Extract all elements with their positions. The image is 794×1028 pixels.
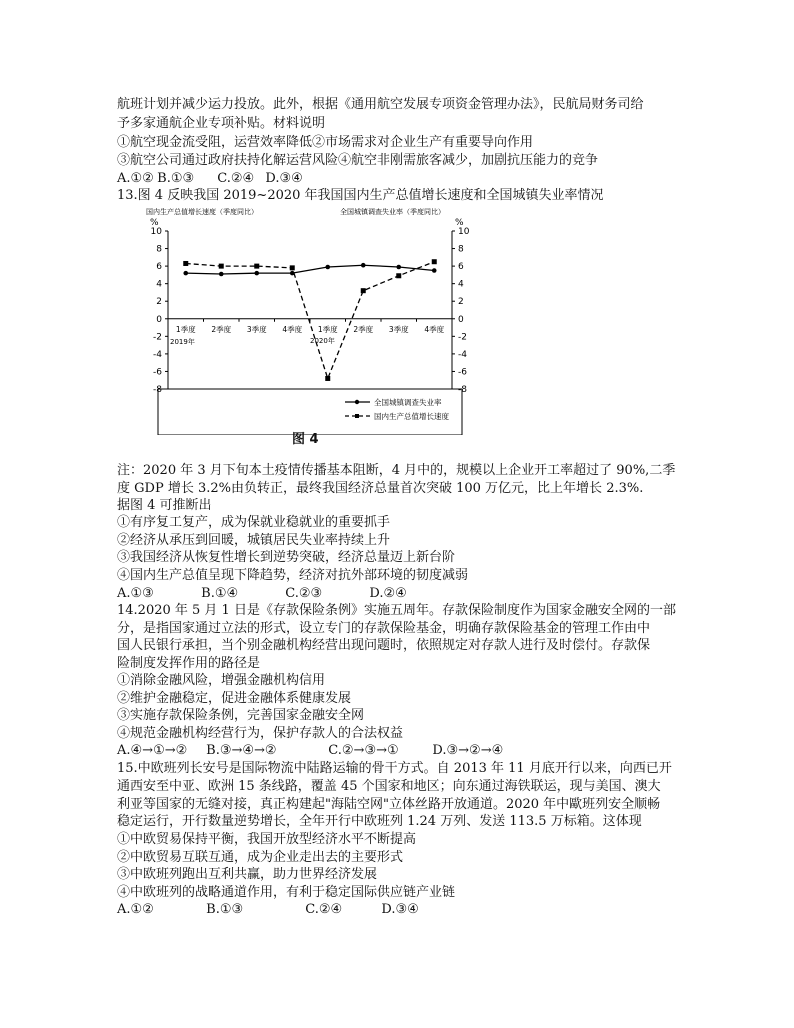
q13-options xyxy=(117,585,407,602)
q12-option-a[interactable]: A.①② xyxy=(117,171,154,186)
legend-marker-gdp xyxy=(355,414,359,418)
year-2019-label: 2019年 xyxy=(170,338,195,346)
x-tick-label: 2季度 xyxy=(353,324,374,334)
q12-line1: 航班计划并减少运力投放。此外，根据《通用航空发展专项资金管理办法》，民航局财务司给 xyxy=(117,97,644,112)
q12-option-d[interactable]: D.③④ xyxy=(265,171,303,186)
x-tick-label: 1季度 xyxy=(175,324,196,334)
legend-marker-unemployment xyxy=(355,400,359,404)
q12-option-c[interactable]: C.②④ xyxy=(217,171,255,186)
q14-option-a[interactable]: A.④→①→② xyxy=(117,743,188,758)
q15-option-c[interactable]: C.②④ xyxy=(305,902,343,917)
q15-options xyxy=(117,901,419,918)
q12-line2: 予多家通航企业专项补贴。材料说明 xyxy=(117,116,326,131)
q12-options xyxy=(117,170,303,187)
q15-line4: 稳定运行，开行数量逆势增长，全年开行中欧班列 1.24 万列、发送 113.5 万标箱。这体现 xyxy=(117,814,642,829)
left-tick-label: -4 xyxy=(153,349,162,360)
x-tick-label: 3季度 xyxy=(246,324,267,334)
unemployment-point xyxy=(361,263,366,268)
gdp-point xyxy=(361,288,366,293)
figure-caption: 图 4 xyxy=(292,432,319,447)
chart-x-labels xyxy=(176,319,452,334)
right-tick-label: 8 xyxy=(458,244,464,255)
q14-option-c[interactable]: C.②→③→① xyxy=(328,743,399,758)
q13-option-c[interactable]: C.②③ xyxy=(285,586,323,601)
q13-statement-1: ①有序复工复产，成为保就业稳就业的重要抓手 xyxy=(117,515,391,530)
legend-label-gdp: 国内生产总值增长速度 xyxy=(374,412,449,421)
q14-statement-1: ①消除金融风险，增强金融机构信用 xyxy=(117,673,326,688)
left-tick-label: 0 xyxy=(156,314,162,325)
q14-statement-4: ④规范金融机构经营行为，保护存款人的合法权益 xyxy=(117,726,404,741)
q13-statement-2: ②经济从承压到回暖，城镇居民失业率持续上升 xyxy=(117,533,391,548)
q13-option-d[interactable]: D.②④ xyxy=(369,586,407,601)
q13-statement-4: ④国内生产总值呈现下降趋势，经济对抗外部环境的韧度减弱 xyxy=(117,568,469,583)
q13-statement-3: ③我国经济从恢复性增长到逆势突破，经济总量迈上新台阶 xyxy=(117,550,456,565)
unemployment-point xyxy=(183,271,188,276)
right-tick-label: -6 xyxy=(458,367,467,378)
left-tick-label: 2 xyxy=(156,297,162,308)
q14-line2: 分，是指国家通过立法的形式，设立专门的存款保险基金，明确存款保险基金的管理工作由中 xyxy=(117,621,651,636)
unemployment-point xyxy=(325,265,330,270)
left-tick-label: -6 xyxy=(153,367,162,378)
left-unit: % xyxy=(150,218,159,228)
q15-line1: 15.中欧班列长安号是国际物流中陆路运输的骨干方式。自 2013 年 11 月底开行以来，向西已开 xyxy=(117,761,672,776)
q13-ask: 据图 4 可推断出 xyxy=(117,498,212,513)
q14-option-d[interactable]: D.③→②→④ xyxy=(432,743,504,758)
right-axis-title: 全国城镇调查失业率（季度同比） xyxy=(340,208,445,216)
q12-statement-2: ③航空公司通过政府扶持化解运营风险④航空非刚需旅客减少，加剧抗压能力的竞争 xyxy=(117,153,599,168)
left-tick-label: 10 xyxy=(150,227,162,237)
q13-option-b[interactable]: B.①④ xyxy=(201,586,239,601)
x-tick-label: 3季度 xyxy=(388,324,409,334)
x-tick-label: 2季度 xyxy=(211,324,232,334)
q14-options xyxy=(117,742,503,759)
q15-line2: 通西安至中亚、欧洲 15 条线路，覆盖 45 个国家和地区；向东通过海铁联运，现与美国、澳大 xyxy=(117,779,661,794)
left-tick-label: 6 xyxy=(156,262,162,273)
q13-stem: 13.图 4 反映我国 2019~2020 年我国国内生产总值增长速度和全国城镇失业率情况 xyxy=(117,188,604,203)
x-tick-label: 4季度 xyxy=(424,324,445,334)
left-tick-label: -2 xyxy=(153,332,162,343)
unemployment-point xyxy=(254,271,259,276)
q14-line1: 14.2020 年 5 月 1 日是《存款保险条例》实施五周年。存款保险制度作为国家金融安全网的一部 xyxy=(117,603,676,618)
q15-option-b[interactable]: B.①③ xyxy=(206,902,244,917)
left-tick-label: 4 xyxy=(156,279,162,290)
gdp-point xyxy=(325,376,330,381)
gdp-point xyxy=(219,264,224,269)
right-tick-label: -2 xyxy=(458,332,467,343)
unemployment-point xyxy=(432,268,437,273)
unemployment-point xyxy=(219,272,224,277)
q15-statement-1: ①中欧贸易保持平衡，我国开放型经济水平不断提高 xyxy=(117,832,417,847)
gdp-point xyxy=(396,273,401,278)
q14-statement-3: ③实施存款保险条例，完善国家金融安全网 xyxy=(117,708,365,723)
q13-note-2: 度 GDP 增长 3.2%由负转正，最终我国经济总量首次突破 100 万亿元，比上年增长 2.3%. xyxy=(117,481,644,496)
figure-4-chart xyxy=(140,203,480,435)
q14-line3: 国人民银行承担，当个别金融机构经营出现问题时，依照规定对存款人进行及时偿付。存款保 xyxy=(117,638,651,653)
gdp-point xyxy=(254,264,259,269)
right-tick-label: -4 xyxy=(458,349,467,360)
right-tick-label: 10 xyxy=(458,227,470,237)
right-tick-label: 6 xyxy=(458,262,464,273)
right-tick-label: 2 xyxy=(458,297,464,308)
right-tick-label: 4 xyxy=(458,279,464,290)
gdp-point xyxy=(432,259,437,264)
legend-label-unemployment: 全国城镇调查失业率 xyxy=(374,398,442,407)
q12-option-b[interactable]: B.①③ xyxy=(157,171,195,186)
chart-legend xyxy=(345,397,449,421)
gdp-point xyxy=(290,265,295,270)
right-tick-label: -8 xyxy=(458,385,467,395)
q15-statement-3: ③中欧班列跑出互利共赢，助力世界经济发展 xyxy=(117,867,378,882)
q12-statement-1: ①航空现金流受阻，运营效率降低②市场需求对企业生产有重要导向作用 xyxy=(117,135,534,150)
q14-option-b[interactable]: B.③→④→② xyxy=(206,743,277,758)
q15-option-d[interactable]: D.③④ xyxy=(381,902,419,917)
q15-line3: 利亚等国家的无缝对接，真正构建起"海陆空网"立体丝路开放通道。2020 年中歐班列安全顺畅 xyxy=(117,797,661,812)
q15-statement-2: ②中欧贸易互联互通，成为企业走出去的主要形式 xyxy=(117,850,404,865)
gdp-point xyxy=(183,261,188,266)
unemployment-point xyxy=(396,265,401,270)
q14-statement-2: ②维护金融稳定，促进金融体系健康发展 xyxy=(117,691,352,706)
q15-statement-4: ④中欧班列的战略通道作用，有利于稳定国际供应链产业链 xyxy=(117,885,456,900)
chart-ticks xyxy=(151,227,470,395)
right-tick-label: 0 xyxy=(458,314,464,325)
q15-option-a[interactable]: A.①② xyxy=(117,902,154,917)
q13-note-1: 注：2020 年 3 月下旬本土疫情传播基本阻断，4 月中的，规模以上企业开工率超过了 90%,二季 xyxy=(117,463,676,478)
q13-option-a[interactable]: A.①③ xyxy=(117,586,154,601)
left-axis-title: 国内生产总值增长速度（季度同比） xyxy=(146,208,258,216)
left-tick-label: -8 xyxy=(153,385,162,395)
q14-line4: 险制度发挥作用的路径是 xyxy=(117,656,261,671)
year-2020-label: 2020年 xyxy=(310,337,335,345)
right-unit: % xyxy=(455,218,464,228)
left-tick-label: 8 xyxy=(156,244,162,255)
x-tick-label: 1季度 xyxy=(317,324,338,334)
x-tick-label: 4季度 xyxy=(282,324,303,334)
